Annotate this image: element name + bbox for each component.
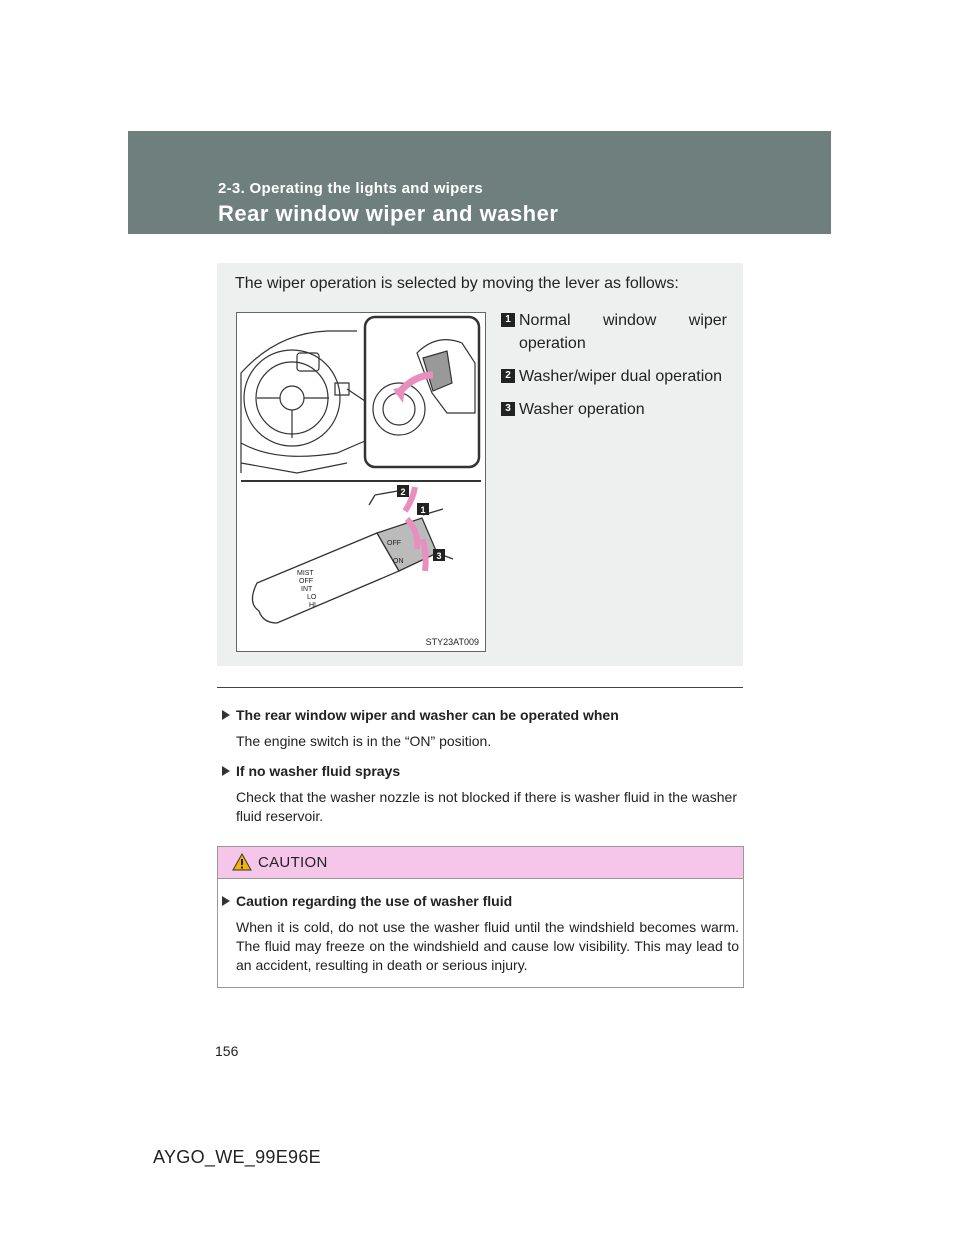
step-item [501,398,727,421]
note-body: Check that the washer nozzle is not blocked if there is washer fluid in the washer fluid reservoir. [236,789,737,824]
caution-content [218,879,743,975]
caution-box [217,846,744,988]
section-header [128,131,831,234]
lever-label-hi: HI [309,602,316,609]
badge-3: 3 [436,551,442,561]
caution-body: When it is cold, do not use the washer fluid until the windshield becomes warm. The fluid may freeze on the windshield and cause low visibility. This may lead to an accident, resulting in death or serious injury. [236,919,739,973]
note-body: The engine switch is in the “ON” position. [236,733,492,749]
section-divider [217,687,743,688]
step-number: 1 [501,313,515,327]
notes-section [222,707,737,838]
note-heading-text: The rear window wiper and washer can be operated when [236,707,619,723]
intro-text: The wiper operation is selected by moving the lever as follows: [235,275,679,292]
step-number: 3 [501,402,515,416]
lever-label-rear-off: OFF [387,540,401,547]
zoom-callout [365,317,479,467]
step-text: Washer/wiper dual operation [519,368,723,385]
wiper-lever-figure [236,312,486,652]
note-heading-text: If no washer fluid sprays [236,763,401,779]
document-code: AYGO_WE_99E96E [153,1147,321,1167]
caution-header [218,847,743,879]
badge-2: 2 [400,487,406,497]
step-text: Normal window wiper operation [519,312,727,352]
lever-label-int: INT [301,586,313,593]
caution-label: CAUTION [258,854,328,871]
badge-1: 1 [420,505,426,515]
lever-label-lo: LO [307,594,317,601]
note-heading [222,763,737,779]
wiper-lever-illustration [237,313,485,651]
caution-heading [222,893,739,909]
section-label: 2-3. Operating the lights and wipers [218,180,484,197]
steering-wheel-drawing [241,331,365,473]
caution-heading-text: Caution regarding the use of washer fluid [236,893,513,909]
arrow-3 [423,539,426,571]
page-number: 156 [215,1043,239,1059]
step-item [501,309,727,355]
figure-code: STY23AT009 [425,637,479,647]
intro-box [217,263,743,666]
bullet-triangle-icon [222,896,230,906]
bullet-triangle-icon [222,710,230,720]
bullet-triangle-icon [222,766,230,776]
lever-label-off: OFF [299,578,313,585]
step-text: Washer operation [519,401,645,418]
step-item [501,365,727,388]
warning-icon [232,853,252,871]
step-list [501,309,727,431]
step-number: 2 [501,369,515,383]
page-title: Rear window wiper and washer [218,201,559,226]
note-heading [222,707,737,723]
lever-label-mist: MIST [297,570,314,577]
lever-label-rear-on: ON [393,558,404,565]
